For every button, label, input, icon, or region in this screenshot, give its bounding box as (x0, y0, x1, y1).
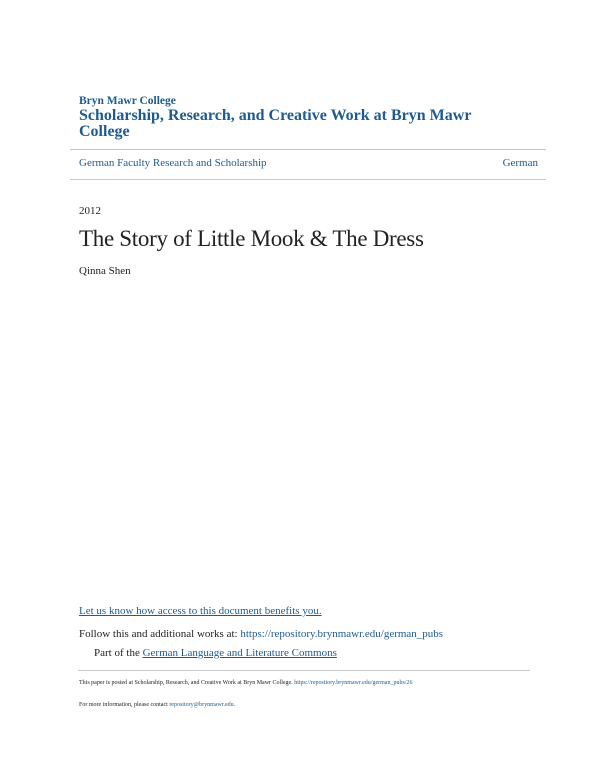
benefit-link-text[interactable]: Let us know how access to this document benefits you. (79, 605, 322, 617)
collection-link[interactable]: German Faculty Research and Scholarship (79, 157, 267, 169)
commons-link[interactable]: German Language and Literature Commons (142, 647, 337, 659)
department-link[interactable]: German (502, 157, 538, 169)
part-of-prefix: Part of the (94, 647, 140, 659)
posted-text: This paper is posted at Scholarship, Research, and Creative Work at Bryn Mawr College. (79, 680, 293, 686)
posted-notice (79, 680, 412, 686)
contact-email-link[interactable]: repository@brynmawr.edu (169, 702, 234, 708)
contact-notice (79, 702, 235, 708)
header-divider (70, 149, 546, 150)
author-name[interactable]: Qinna Shen (79, 265, 131, 277)
part-of-line (94, 647, 337, 659)
series-title[interactable]: Scholarship, Research, and Creative Work at Bryn Mawr College (79, 107, 472, 140)
benefit-feedback-link[interactable] (79, 605, 322, 617)
follow-line (79, 628, 443, 640)
document-title: The Story of Little Mook & The Dress (79, 226, 424, 251)
contact-end: . (233, 702, 236, 708)
institution-name[interactable]: Bryn Mawr College (79, 95, 176, 107)
footer-divider (78, 670, 530, 671)
posted-url-link[interactable]: https://repository.brynmawr.edu/german_pubs/26 (294, 680, 413, 686)
contact-text: For more information, please contact (79, 702, 168, 708)
publication-year: 2012 (79, 205, 101, 217)
follow-url-link[interactable]: https://repository.brynmawr.edu/german_pubs (240, 628, 444, 640)
follow-prefix: Follow this and additional works at: (79, 628, 238, 640)
nav-divider (70, 179, 546, 180)
